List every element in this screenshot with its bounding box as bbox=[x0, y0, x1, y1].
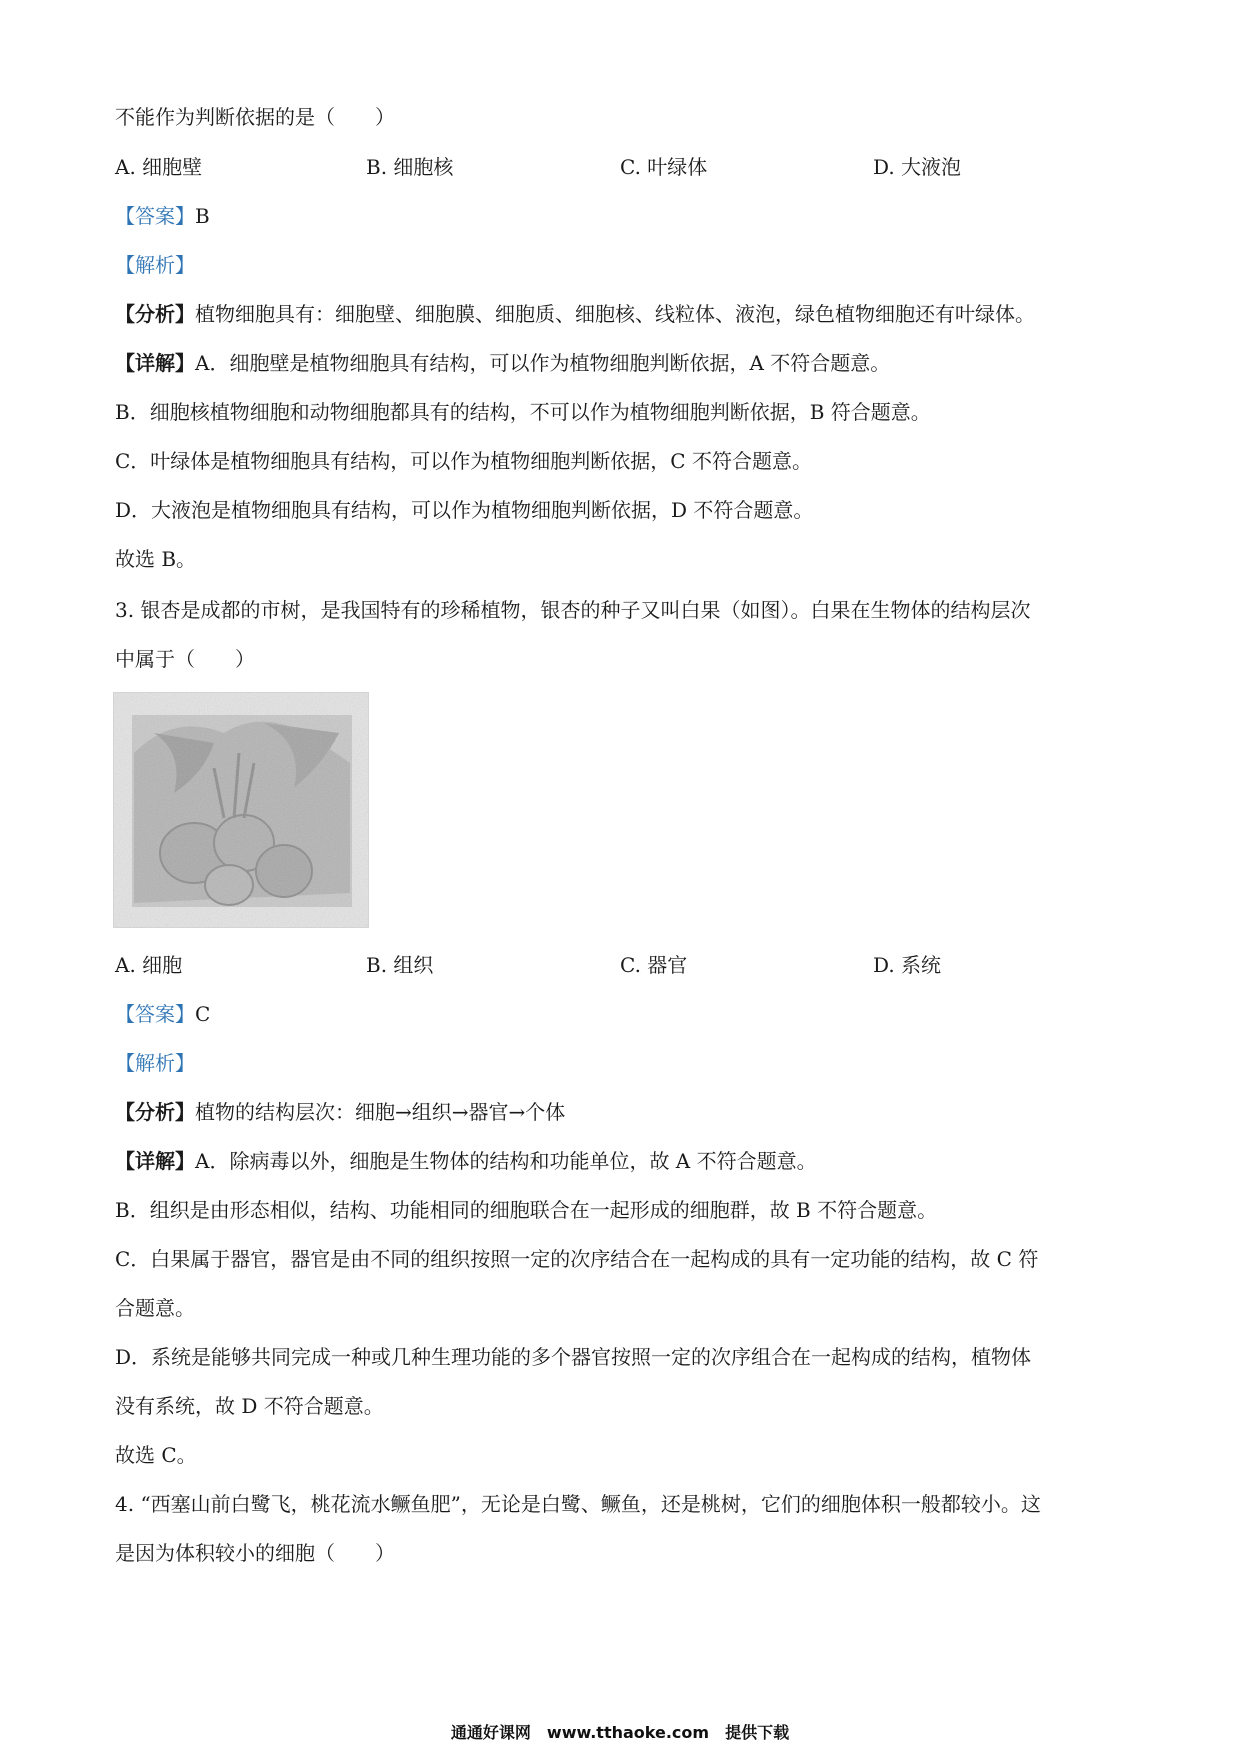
xiangjie-text: A．细胞壁是植物细胞具有结构，可以作为植物细胞判断依据，A 不符合题意。 bbox=[195, 351, 891, 375]
q3-option-b: B. 组织 bbox=[366, 953, 434, 977]
xiangjie-tag: 【详解】 bbox=[115, 1149, 195, 1173]
answer-tag: 【答案】 bbox=[115, 204, 195, 228]
q3-option-c: C. 器官 bbox=[620, 953, 688, 977]
q4-stem-line1: 4. “西塞山前白鹭飞，桃花流水鳜鱼肥”，无论是白鹭、鳜鱼，还是桃树，它们的细胞体积一般都较小。这 bbox=[115, 1492, 1041, 1516]
ginkgo-seed-photo bbox=[113, 692, 369, 928]
q3-option-d: D. 系统 bbox=[873, 953, 942, 977]
q2-fenxi-line bbox=[115, 301, 1035, 327]
answer-value: B bbox=[195, 204, 210, 228]
q3-explain-d-line2: 没有系统，故 D 不符合题意。 bbox=[115, 1394, 384, 1418]
q2-conclusion: 故选 B。 bbox=[115, 547, 197, 571]
q2-xiangjie-line bbox=[115, 350, 890, 376]
fenxi-text: 植物的结构层次：细胞→组织→器官→个体 bbox=[195, 1100, 566, 1124]
q3-conclusion: 故选 C。 bbox=[115, 1443, 197, 1467]
q2-option-b: B. 细胞核 bbox=[366, 155, 454, 179]
q3-analysis-tag: 【解析】 bbox=[115, 1051, 195, 1075]
q2-option-c: C. 叶绿体 bbox=[620, 155, 708, 179]
q2-explain-b: B．细胞核植物细胞和动物细胞都具有的结构，不可以作为植物细胞判断依据，B 符合题意。 bbox=[115, 400, 931, 424]
q3-explain-d-line1: D．系统是能够共同完成一种或几种生理功能的多个器官按照一定的次序组合在一起构成的结构，植物体 bbox=[115, 1345, 1032, 1369]
q3-explain-c-line1: C．白果属于器官，器官是由不同的组织按照一定的次序结合在一起构成的具有一定功能的结构，故 C 符 bbox=[115, 1247, 1039, 1271]
xiangjie-tag: 【详解】 bbox=[115, 351, 195, 375]
fenxi-tag: 【分析】 bbox=[115, 1100, 195, 1124]
fenxi-text: 植物细胞具有：细胞壁、细胞膜、细胞质、细胞核、线粒体、液泡，绿色植物细胞还有叶绿体。 bbox=[195, 302, 1035, 326]
answer-value: C bbox=[195, 1002, 211, 1026]
q2-option-a: A. 细胞壁 bbox=[115, 155, 203, 179]
q2-option-d: D. 大液泡 bbox=[873, 155, 962, 179]
answer-tag: 【答案】 bbox=[115, 1002, 195, 1026]
page-footer: 通通好课网 www.tthaoke.com 提供下载 bbox=[450, 1723, 790, 1742]
q3-stem-line2: 中属于（ ） bbox=[115, 647, 255, 671]
q3-option-a: A. 细胞 bbox=[115, 953, 183, 977]
xiangjie-text: A．除病毒以外，细胞是生物体的结构和功能单位，故 A 不符合题意。 bbox=[195, 1149, 817, 1173]
fenxi-tag: 【分析】 bbox=[115, 302, 195, 326]
q3-answer-line bbox=[115, 1001, 210, 1027]
q4-stem-line2: 是因为体积较小的细胞（ ） bbox=[115, 1541, 395, 1565]
q2-answer-line bbox=[115, 203, 210, 229]
q2-explain-d: D．大液泡是植物细胞具有结构，可以作为植物细胞判断依据，D 不符合题意。 bbox=[115, 498, 814, 522]
q2-stem: 不能作为判断依据的是（ ） bbox=[115, 105, 395, 129]
q3-explain-c-line2: 合题意。 bbox=[115, 1296, 195, 1320]
q2-explain-c: C．叶绿体是植物细胞具有结构，可以作为植物细胞判断依据，C 不符合题意。 bbox=[115, 449, 812, 473]
q3-fenxi-line bbox=[115, 1099, 565, 1125]
q3-explain-b: B．组织是由形态相似，结构、功能相同的细胞联合在一起形成的细胞群，故 B 不符合题意。 bbox=[115, 1198, 938, 1222]
q2-analysis-tag: 【解析】 bbox=[115, 253, 195, 277]
ginkgo-photo-illustration bbox=[114, 693, 368, 927]
q3-xiangjie-line bbox=[115, 1148, 817, 1174]
q3-stem-line1: 3. 银杏是成都的市树，是我国特有的珍稀植物，银杏的种子又叫白果（如图）。白果在生物体的结构层次 bbox=[115, 598, 1031, 622]
